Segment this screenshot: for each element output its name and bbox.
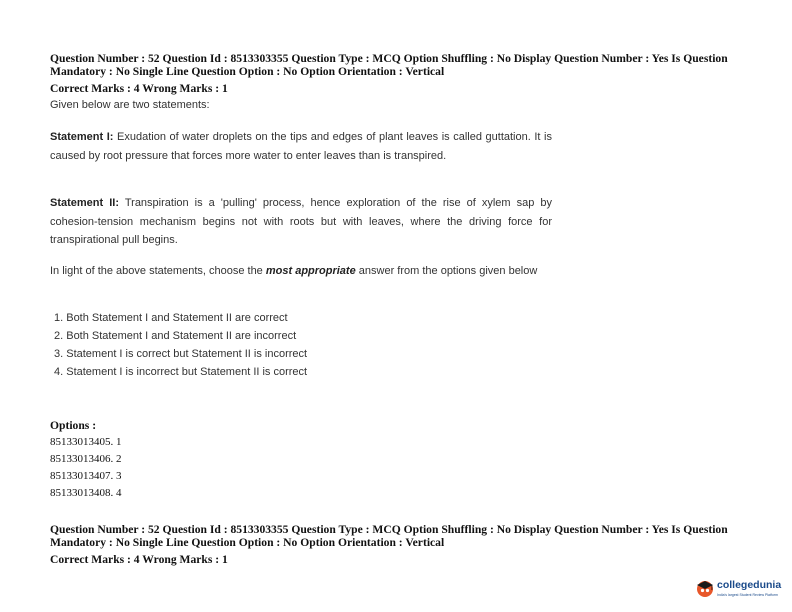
- answer-choice-2: 2. Both Statement I and Statement II are incorrect: [54, 330, 297, 342]
- option-id-2: 85133013406. 2: [50, 453, 122, 465]
- prompt-post: answer from the options given below: [355, 265, 538, 277]
- graduation-cap-icon: [695, 578, 715, 598]
- question-meta-top: Question Number : 52 Question Id : 8513303355 Question Type : MCQ Option Shuffling : No Display Question Number : Yes Is Question Mandatory : No Single Line Question Option : No Option Orientation : Vertical: [50, 52, 728, 78]
- answer-choice-4: 4. Statement I is incorrect but Statement II is correct: [54, 366, 308, 378]
- collegedunia-logo: [695, 575, 787, 605]
- answer-choice-3: 3. Statement I is correct but Statement II is incorrect: [54, 348, 308, 360]
- statement-1: [50, 128, 552, 165]
- statement-1-label: Statement I:: [50, 131, 114, 143]
- option-id-1: 85133013405. 1: [50, 436, 122, 448]
- option-id-4: 85133013408. 4: [50, 487, 122, 499]
- statement-2: [50, 194, 552, 250]
- marks-info-bottom: Correct Marks : 4 Wrong Marks : 1: [50, 553, 228, 566]
- question-prompt: [50, 262, 552, 281]
- marks-info-top: Correct Marks : 4 Wrong Marks : 1: [50, 82, 228, 95]
- statement-2-text: Transpiration is a 'pulling' process, hence exploration of the rise of xylem sap by cohesion-tension mechanism begins not with roots but with leaves, where the driving force for transpirational pull begins.: [50, 197, 552, 246]
- logo-name: collegedunia: [717, 579, 782, 591]
- statement-1-text: Exudation of water droplets on the tips and edges of plant leaves is called guttation. It is caused by root pressure that forces more water to enter leaves than is transpired.: [50, 131, 552, 162]
- statement-2-label: Statement II:: [50, 197, 119, 209]
- answer-choice-1: 1. Both Statement I and Statement II are correct: [54, 312, 288, 324]
- options-label: Options :: [50, 419, 97, 432]
- prompt-pre: In light of the above statements, choose the: [50, 265, 266, 277]
- logo-tagline: India's largest Student Review Platform: [717, 593, 778, 597]
- option-id-3: 85133013407. 3: [50, 470, 122, 482]
- question-intro: Given below are two statements:: [50, 99, 210, 111]
- question-meta-bottom: Question Number : 52 Question Id : 8513303355 Question Type : MCQ Option Shuffling : No Display Question Number : Yes Is Question Mandatory : No Single Line Question Option : No Option Orientation : Vertical: [50, 523, 728, 549]
- prompt-emphasis: most appropriate: [265, 265, 356, 277]
